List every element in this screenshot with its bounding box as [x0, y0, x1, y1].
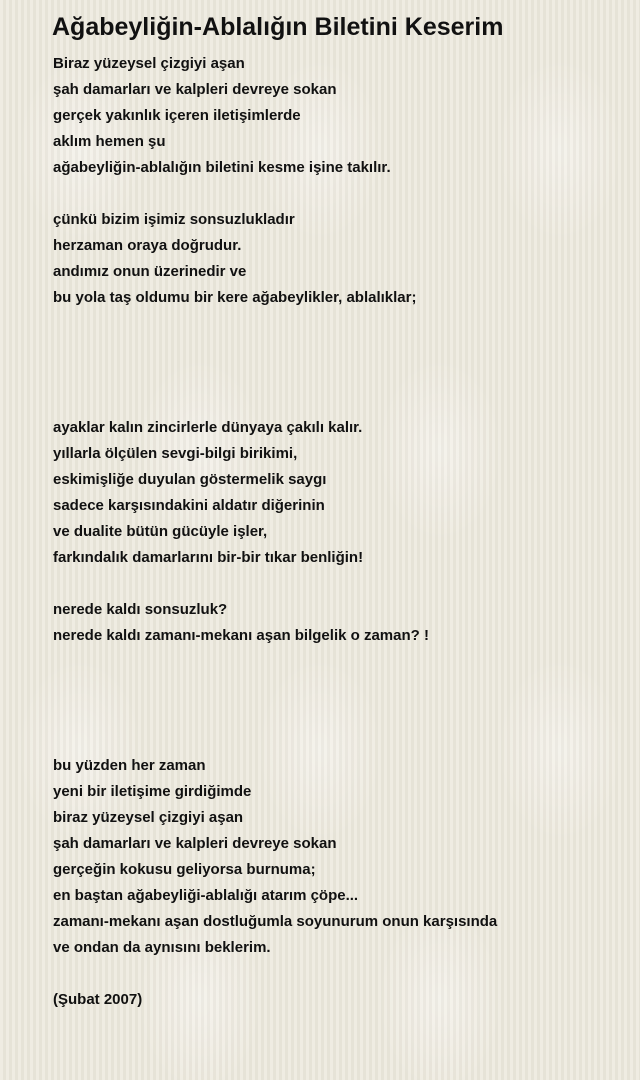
- stanza-gap: [53, 311, 633, 415]
- stanza-1: [53, 51, 633, 181]
- stanza-gap: [53, 649, 633, 753]
- poem-title: Ağabeyliğin-Ablalığın Biletini Keserim: [52, 13, 504, 41]
- poem-line: nerede kaldı sonsuzluk?: [53, 601, 228, 618]
- poem-line: herzaman oraya doğrudur.: [53, 237, 242, 254]
- poem-line: eskimişliğe duyulan göstermelik saygı: [53, 471, 327, 488]
- poem-line: ve dualite bütün gücüyle işler,: [53, 523, 268, 540]
- stanza-5: [53, 753, 633, 961]
- poem-line: aklım hemen şu: [53, 133, 166, 150]
- poem-line: Biraz yüzeysel çizgiyi aşan: [53, 55, 245, 72]
- stanza-gap: [53, 571, 633, 597]
- poem-line: en baştan ağabeyliği-ablalığı atarım çöpe...: [53, 887, 359, 904]
- stanza-4: [53, 597, 633, 649]
- poem-line: ve ondan da aynısını beklerim.: [53, 939, 271, 956]
- poem-line: sadece karşısındakini aldatır diğerinin: [53, 497, 325, 514]
- stanza-3: [53, 415, 633, 571]
- poem-line: biraz yüzeysel çizgiyi aşan: [53, 809, 244, 826]
- poem-line: ayaklar kalın zincirlerle dünyaya çakılı kalır.: [53, 419, 363, 436]
- stanza-gap: [53, 961, 633, 987]
- poem-line: gerçeğin kokusu geliyorsa burnuma;: [53, 861, 316, 878]
- poem-date: (Şubat 2007): [53, 991, 143, 1008]
- stanza-gap: [53, 181, 633, 207]
- stanza-2: [53, 207, 633, 311]
- poem-line: nerede kaldı zamanı-mekanı aşan bilgelik o zaman? !: [53, 627, 429, 644]
- poem-line: gerçek yakınlık içeren iletişimlerde: [53, 107, 301, 124]
- poem-line: bu yüzden her zaman: [53, 757, 206, 774]
- poem-line: farkındalık damarlarını bir-bir tıkar benliğin!: [53, 549, 364, 566]
- poem-line: zamanı-mekanı aşan dostluğumla soyunurum onun karşısında: [53, 913, 498, 930]
- poem-line: çünkü bizim işimiz sonsuzlukladır: [53, 211, 295, 228]
- poem-line: ağabeyliğin-ablalığın biletini kesme işine takılır.: [53, 159, 391, 176]
- poem-line: yıllarla ölçülen sevgi-bilgi birikimi,: [53, 445, 298, 462]
- poem-body: [53, 51, 633, 1013]
- poem-line: şah damarları ve kalpleri devreye sokan: [53, 835, 337, 852]
- poem-line: bu yola taş oldumu bir kere ağabeylikler, ablalıklar;: [53, 289, 417, 306]
- poem-line: andımız onun üzerinedir ve: [53, 263, 247, 280]
- poem-line: şah damarları ve kalpleri devreye sokan: [53, 81, 337, 98]
- poem-line: yeni bir iletişime girdiğimde: [53, 783, 252, 800]
